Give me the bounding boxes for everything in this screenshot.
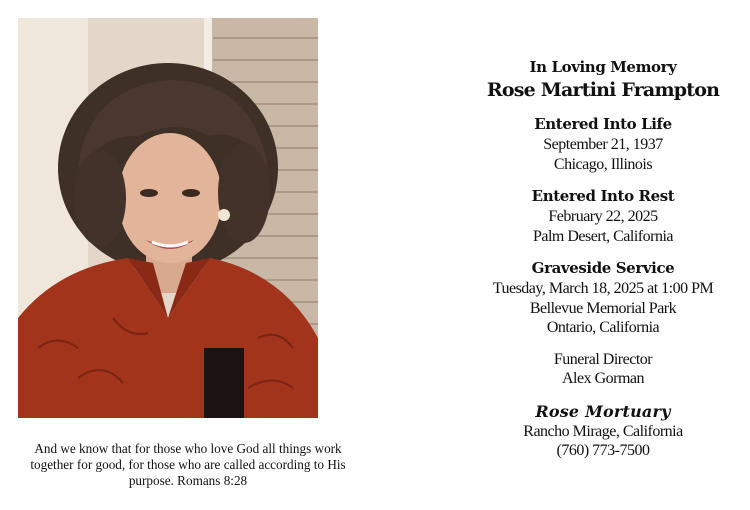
verse-line-2: together for good, for those who are called according to His (30, 457, 346, 472)
death-date: February 22, 2025 (548, 208, 658, 225)
portrait-illustration (18, 18, 318, 418)
director-label: Funeral Director (553, 350, 653, 368)
service-venue: Bellevue Memorial Park (529, 299, 677, 317)
verse-line-1: And we know that for those who love God all things work (34, 441, 342, 456)
memorial-intro: In Loving Memory (529, 58, 677, 76)
verse-line-3: purpose. Romans 8:28 (128, 473, 248, 488)
service-heading: Graveside Service (531, 259, 675, 277)
service-datetime: Tuesday, March 18, 2025 at 1:00 PM (492, 280, 714, 297)
scripture-verse (14, 441, 362, 489)
portrait-photo (18, 18, 318, 418)
service-place: Ontario, California (546, 319, 660, 336)
mortuary-place: Rancho Mirage, California (523, 422, 683, 440)
mortuary-name: Rose Mortuary (535, 401, 671, 421)
deceased-name: Rose Martini Frampton (486, 79, 720, 101)
director-name: Alex Gorman (561, 370, 645, 387)
memorial-details (474, 56, 732, 461)
mortuary-phone: (760) 773-7500 (556, 442, 650, 459)
birth-date: September 21, 1937 (543, 136, 663, 153)
death-place: Palm Desert, California (532, 227, 673, 245)
entered-rest-heading: Entered Into Rest (531, 187, 675, 205)
entered-life-heading: Entered Into Life (534, 115, 672, 133)
birth-place: Chicago, Illinois (553, 155, 653, 173)
